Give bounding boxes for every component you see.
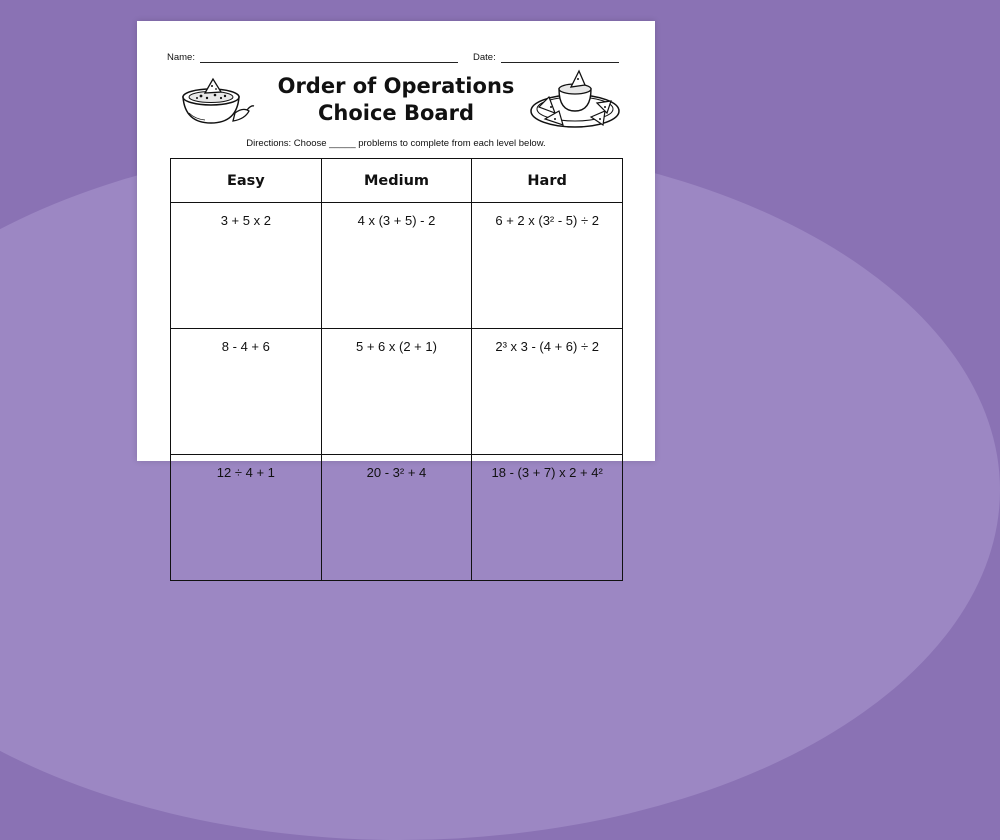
problem-cell: 18 - (3 + 7) x 2 + 4² — [472, 455, 623, 581]
problem-cell: 4 x (3 + 5) - 2 — [321, 203, 472, 329]
header-medium: Medium — [321, 159, 472, 203]
problem-cell: 8 - 4 + 6 — [171, 329, 322, 455]
worksheet-title — [137, 73, 655, 127]
name-field[interactable] — [167, 52, 458, 63]
problem-cell: 5 + 6 x (2 + 1) — [321, 329, 472, 455]
problem-cell: 20 - 3² + 4 — [321, 455, 472, 581]
choice-board-table — [170, 158, 623, 581]
name-label: Name: — [167, 52, 195, 63]
title-line-2: Choice Board — [318, 101, 474, 125]
problem-cell: 12 ÷ 4 + 1 — [171, 455, 322, 581]
table-row — [171, 329, 623, 455]
directions-text: Directions: Choose _____ problems to complete from each level below. — [246, 138, 546, 149]
problem-cell: 3 + 5 x 2 — [171, 203, 322, 329]
date-label: Date: — [473, 52, 496, 63]
header-easy: Easy — [171, 159, 322, 203]
problem-cell: 2³ x 3 - (4 + 6) ÷ 2 — [472, 329, 623, 455]
header-hard: Hard — [472, 159, 623, 203]
date-field[interactable] — [473, 52, 619, 63]
table-row — [171, 203, 623, 329]
date-line[interactable] — [501, 53, 619, 63]
name-line[interactable] — [200, 53, 458, 63]
worksheet-page — [137, 21, 655, 480]
table-row — [171, 455, 623, 581]
header-row — [171, 159, 623, 203]
title-line-1: Order of Operations — [277, 74, 515, 98]
problem-cell: 6 + 2 x (3² - 5) ÷ 2 — [472, 203, 623, 329]
